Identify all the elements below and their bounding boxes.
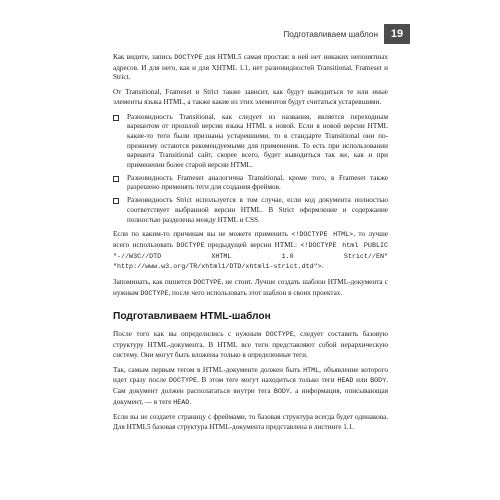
- checkbox-bullet-icon: [113, 115, 119, 121]
- checkbox-bullet-icon: [113, 198, 119, 204]
- list-item-strict: [113, 196, 388, 225]
- code-doctype: DOCTYPE: [176, 241, 205, 250]
- list-item-text: Разновидность Strict используется в том случае, если код документа полностью соответствует выбранной версии HTML. В Strict оформление и содержание полностью разделены между HTML и CSS.: [127, 196, 388, 224]
- text-span: или: [353, 376, 371, 385]
- text-span: , то лучше всего использовать: [113, 230, 388, 249]
- text-span: , объявление которого идет сразу после: [113, 365, 388, 385]
- code-xhtml-doctype: <!DOCTYPE html PUBLIC "-//W3C//DTD XHTML 1.0 Strict//EN" "http://www.w3.org/TR/xhtml1/DTD/xhtml1-strict.dtd">: [113, 241, 388, 272]
- code-doctype: DOCTYPE: [168, 377, 198, 386]
- list-item-text: Разновидность Transitional, как следует из названия, является переходным вариантом от прошлой версии языка HTML к новой. Если в новой версии HTML какие-то теги были признаны устаревшими, то в стандарте Transitional они по-прежнему остаются рекомендуемыми для применения. То есть при использовании варианта Transitional сайт, скорее всего, будет выводиться так же, как и при применении более старой версии HTML.: [127, 112, 388, 170]
- list-item-frameset: [113, 174, 388, 193]
- text-span: предыдущей версии HTML:: [204, 240, 301, 249]
- running-title: Подготавливаем шаблон: [283, 29, 378, 39]
- code-doctype: DOCTYPE: [193, 279, 222, 288]
- text-span: Как видите, запись: [113, 53, 175, 61]
- page-number: 19: [384, 24, 410, 44]
- paragraph-doctype-html5: [113, 53, 388, 83]
- code-doctype: DOCTYPE: [174, 54, 203, 62]
- text-span: . В этом теге могут находиться только теги: [197, 376, 338, 385]
- text-span: Запоминать, как пишется: [113, 278, 194, 287]
- running-header: [283, 24, 410, 44]
- text-span: Так, самым первым тегом в HTML-документе должен быть: [113, 365, 304, 374]
- code-body: BODY: [370, 377, 387, 386]
- code-html: HTML: [303, 366, 320, 375]
- paragraph-variants: От Transitional, Frameset и Strict также зависит, как будут выводиться те или иные элементы языка HTML, а также какие из этих элементов будут считаться устаревшими.: [113, 88, 388, 106]
- paragraph-template-advice: [113, 278, 388, 299]
- text-span: После того как вы определились с нужным: [113, 330, 266, 339]
- code-head: HEAD: [337, 377, 354, 386]
- page-body: [113, 53, 388, 438]
- text-span: .: [321, 262, 324, 271]
- paragraph-html-tag: [113, 366, 388, 409]
- section-heading: Подготавливаем HTML-шаблон: [113, 311, 271, 323]
- list-item-transitional: [113, 113, 388, 171]
- checkbox-bullet-icon: [113, 176, 119, 182]
- code-doctype-html: <!DOCTYPE HTML>: [291, 231, 354, 240]
- paragraph-frames-note: Если вы не создаете страницу с фреймами, то базовая структура всегда будет одинакова. Для HTML5 базовая структура HTML-документа представлена в листинге 1.1.: [113, 413, 388, 432]
- code-body: BODY: [273, 387, 290, 396]
- text-span: .: [189, 397, 192, 406]
- text-span: , следует составить базовую структуру HTML-документа. В HTML все теги представляют собой иерархическую систему. Они могут быть вложены только в определенные теги.: [113, 330, 388, 359]
- paragraph-fallback-doctype: [113, 230, 388, 273]
- text-span: , а информация, описывающая документ, — в теге: [113, 386, 388, 406]
- text-span: для HTML5 самая простая: в ней нет никаких непонятных адресов. И для него, как и для XHTML 1.1, нет разновидностей Transitional, Frameset и Strict.: [113, 53, 388, 82]
- text-span: , не стоит. Лучше создать шаблон HTML-документа с нужным: [113, 278, 388, 297]
- text-span: , после чего использовать этот шаблон в своих проектах.: [168, 288, 343, 297]
- list-item-text: Разновидность Frameset аналогична Transitional, кроме того, в Frameset также разрешено применять теги для создания фреймов.: [127, 173, 388, 192]
- code-doctype: DOCTYPE: [265, 331, 294, 340]
- variant-list: [113, 113, 388, 226]
- code-doctype: DOCTYPE: [140, 289, 169, 298]
- text-span: . Сам документ должен располагаться внутри тега: [113, 376, 389, 395]
- text-span: Если по каким-то причинам вы не можете применить: [113, 230, 292, 239]
- code-head: HEAD: [173, 398, 190, 407]
- paragraph-base-structure: [113, 330, 388, 360]
